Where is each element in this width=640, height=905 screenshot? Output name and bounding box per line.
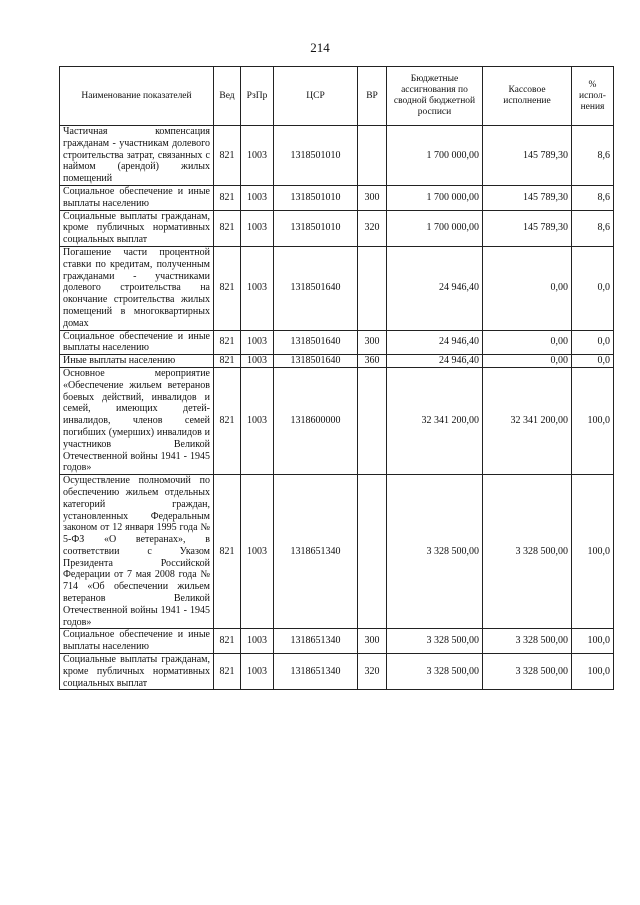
cell-rzpr: 1003 [241, 246, 274, 330]
cell-vr [358, 126, 387, 186]
cell-name: Осуществление полномочий по обеспечению жильем отдельных категорий граждан, установленных Федеральным законом от 12 января 1995 года № 5-ФЗ «О ветеранах», в соответствии с Указом Президента Российской Федерации от 7 мая 2008 года № 714 «Об обеспечении жильем ветеранов Великой Отечественной войны 1941 - 1945 годов» [60, 475, 214, 629]
cell-name: Погашение части процентной ставки по кредитам, полученным гражданами - участниками долевого строительства на окончание строительства жилых помещений в многоквартирных домах [60, 246, 214, 330]
cell-name: Социальное обеспечение и иные выплаты населению [60, 629, 214, 654]
table-row [60, 246, 614, 330]
table-body [60, 126, 614, 690]
header-pct: % испол-нения [572, 67, 614, 126]
cell-csr: 1318651340 [274, 475, 358, 629]
cell-rzpr: 1003 [241, 629, 274, 654]
cell-vr: 320 [358, 654, 387, 690]
cell-rzpr: 1003 [241, 330, 274, 355]
cell-vr: 360 [358, 355, 387, 368]
cell-name: Социальное обеспечение и иные выплаты населению [60, 330, 214, 355]
table-row [60, 475, 614, 629]
header-ved: Вед [214, 67, 241, 126]
cell-cash: 3 328 500,00 [483, 629, 572, 654]
table-row [60, 355, 614, 368]
cell-cash: 145 789,30 [483, 126, 572, 186]
cell-pct: 100,0 [572, 629, 614, 654]
header-vr: ВР [358, 67, 387, 126]
cell-budget: 1 700 000,00 [387, 126, 483, 186]
cell-pct: 100,0 [572, 367, 614, 474]
cell-csr: 1318501010 [274, 210, 358, 246]
table-row [60, 330, 614, 355]
cell-budget: 24 946,40 [387, 246, 483, 330]
cell-csr: 1318501640 [274, 330, 358, 355]
cell-rzpr: 1003 [241, 126, 274, 186]
cell-ved: 821 [214, 210, 241, 246]
header-budget: Бюджетные ассигнования по сводной бюджетной росписи [387, 67, 483, 126]
cell-vr: 300 [358, 629, 387, 654]
cell-budget: 24 946,40 [387, 330, 483, 355]
table-row [60, 126, 614, 186]
cell-rzpr: 1003 [241, 367, 274, 474]
table-row [60, 654, 614, 690]
cell-name: Иные выплаты населению [60, 355, 214, 368]
cell-rzpr: 1003 [241, 210, 274, 246]
cell-vr: 320 [358, 210, 387, 246]
cell-pct: 0,0 [572, 355, 614, 368]
table-header-row [60, 67, 614, 126]
header-name: Наименование показателей [60, 67, 214, 126]
cell-budget: 1 700 000,00 [387, 210, 483, 246]
cell-csr: 1318501010 [274, 126, 358, 186]
cell-vr: 300 [358, 185, 387, 210]
cell-cash: 145 789,30 [483, 210, 572, 246]
cell-ved: 821 [214, 629, 241, 654]
cell-cash: 0,00 [483, 355, 572, 368]
cell-rzpr: 1003 [241, 475, 274, 629]
cell-budget: 24 946,40 [387, 355, 483, 368]
cell-name: Социальные выплаты гражданам, кроме публичных нормативных социальных выплат [60, 654, 214, 690]
table-row [60, 367, 614, 474]
cell-pct: 100,0 [572, 654, 614, 690]
cell-pct: 8,6 [572, 126, 614, 186]
cell-pct: 8,6 [572, 210, 614, 246]
cell-budget: 3 328 500,00 [387, 654, 483, 690]
cell-csr: 1318501640 [274, 355, 358, 368]
cell-cash: 3 328 500,00 [483, 654, 572, 690]
table-row [60, 629, 614, 654]
header-rzpr: РзПр [241, 67, 274, 126]
cell-budget: 1 700 000,00 [387, 185, 483, 210]
table-row [60, 185, 614, 210]
page-number: 214 [310, 40, 330, 55]
cell-budget: 3 328 500,00 [387, 475, 483, 629]
cell-csr: 1318651340 [274, 629, 358, 654]
cell-rzpr: 1003 [241, 185, 274, 210]
cell-csr: 1318501010 [274, 185, 358, 210]
cell-pct: 8,6 [572, 185, 614, 210]
cell-rzpr: 1003 [241, 654, 274, 690]
cell-cash: 145 789,30 [483, 185, 572, 210]
cell-ved: 821 [214, 367, 241, 474]
cell-cash: 0,00 [483, 330, 572, 355]
cell-budget: 32 341 200,00 [387, 367, 483, 474]
cell-name: Основное мероприятие «Обеспечение жильем ветеранов боевых действий, инвалидов и семей, имеющих детей-инвалидов, членов семей погибших (умерших) инвалидов и участников Великой Отечественной войны 1941 - 1945 годов» [60, 367, 214, 474]
table-row [60, 210, 614, 246]
cell-pct: 0,0 [572, 246, 614, 330]
cell-cash: 32 341 200,00 [483, 367, 572, 474]
cell-csr: 1318501640 [274, 246, 358, 330]
cell-ved: 821 [214, 246, 241, 330]
cell-budget: 3 328 500,00 [387, 629, 483, 654]
cell-ved: 821 [214, 330, 241, 355]
header-csr: ЦСР [274, 67, 358, 126]
cell-name: Частичная компенсация гражданам - участникам долевого строительства затрат, связанных с наймом (арендой) жилых помещений [60, 126, 214, 186]
cell-name: Социальные выплаты гражданам, кроме публичных нормативных социальных выплат [60, 210, 214, 246]
cell-vr [358, 246, 387, 330]
cell-cash: 0,00 [483, 246, 572, 330]
cell-pct: 0,0 [572, 330, 614, 355]
cell-ved: 821 [214, 475, 241, 629]
cell-name: Социальное обеспечение и иные выплаты населению [60, 185, 214, 210]
cell-ved: 821 [214, 126, 241, 186]
cell-cash: 3 328 500,00 [483, 475, 572, 629]
cell-ved: 821 [214, 185, 241, 210]
cell-pct: 100,0 [572, 475, 614, 629]
header-cash: Кассовое исполнение [483, 67, 572, 126]
cell-vr [358, 475, 387, 629]
cell-vr: 300 [358, 330, 387, 355]
cell-csr: 1318600000 [274, 367, 358, 474]
cell-vr [358, 367, 387, 474]
cell-rzpr: 1003 [241, 355, 274, 368]
cell-ved: 821 [214, 355, 241, 368]
budget-execution-table [59, 66, 614, 690]
cell-csr: 1318651340 [274, 654, 358, 690]
cell-ved: 821 [214, 654, 241, 690]
